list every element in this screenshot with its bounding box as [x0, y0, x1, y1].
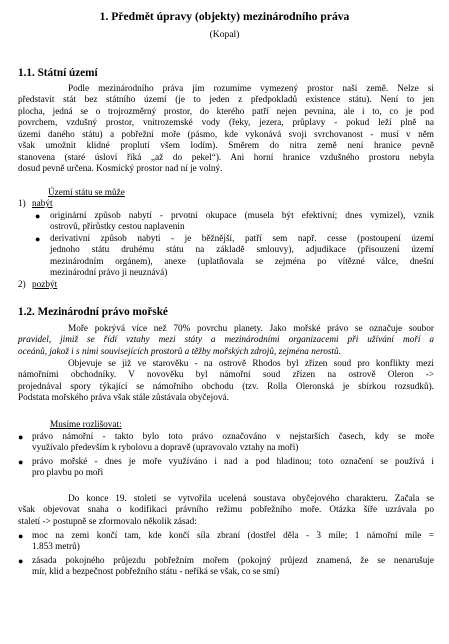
bullet-innocent-passage [32, 556, 434, 579]
list-item-acquire: nabýt [32, 199, 53, 209]
text-line: pro plavbu po moři [32, 468, 104, 479]
bullet-original-acquisition [50, 211, 434, 234]
text-line: však umožnit klidné proplutí všem lodím). Směrem do nitra země není hranice pevně [18, 141, 434, 152]
paragraph-state-territory [18, 84, 434, 176]
list-number-2: 2) [18, 280, 26, 290]
bullet-icon: ● [18, 531, 24, 541]
text-line: 1.853 metrů) [32, 542, 80, 553]
document-subtitle: (Kopal) [209, 29, 240, 40]
bullet-cannon-shot [32, 531, 434, 554]
text-line: plocha, jedná se o trojrozměrný prostor, do kterého patří nejen pevnina, ale i to, co je pod [18, 106, 434, 117]
text-line: oceánů, jakož i s nimi souvisejících prostorů a těžby mořských zdrojů, zejména nerostů. [18, 346, 341, 357]
text-line: pravidel, jimiž se řídí vztahy mezi státy a mezinárodními organizacemi při užívání moří a [18, 335, 434, 346]
text-line: představit stát bez státního území (je to jeden z předpokladů existence státu). Není to jen [18, 95, 434, 106]
section-heading-state-territory: 1.1. Státní území [18, 67, 98, 79]
text-line: mezinárodním orgánem), anexe (uplatňovala se zejména po vítězné válce, dnešní [50, 256, 434, 267]
section-heading-law-of-sea: 1.2. Mezinárodní právo mořské [18, 306, 168, 318]
text-line: mezinárodní právo ji neuznává) [50, 268, 168, 279]
text-line: projednával spory týkající se námořního obchodu (tzv. Rolla Oleronská je sbírkou rozsudků). [18, 381, 434, 392]
paragraph-sea-history [18, 359, 434, 405]
bullet-icon: ● [35, 234, 41, 244]
bullet-icon: ● [18, 432, 24, 442]
distinguish-title: Musíme rozlišovat: [50, 420, 122, 430]
text-line: stanovena (staré úsloví říká „až do pekel“). Ani horní hranice vzdušného prostoru nebyla [18, 152, 434, 163]
text-line: mír, klid a bezpečnost pobřežního státu - neříká se však, co se smí) [32, 567, 280, 578]
document-title: 1. Předmět úpravy (objekty) mezinárodního práva [99, 10, 350, 23]
paragraph-sea-intro [18, 324, 434, 358]
bullet-sea-law [32, 457, 434, 480]
text-line: staletí -> postupně se zformovalo několik zásad: [18, 516, 197, 527]
bullet-icon: ● [18, 556, 24, 566]
bullet-derivative-acquisition [50, 234, 434, 280]
text-line: derivativní způsob nabytí - je běžnější, patří sem např. cesse (postoupení území [50, 234, 434, 244]
text-line: Podstata mořského práva však stále zůstávala obyčejová. [18, 393, 229, 404]
text-line: Moře pokrývá více než 70% povrchu planety. Jako mořské právo se označuje soubor [68, 324, 434, 334]
bullet-maritime-law [32, 432, 434, 455]
bullet-icon: ● [35, 211, 41, 221]
list-number-1: 1) [18, 199, 26, 209]
text-line: povrchem, vzdušný prostor, vnitrozemské vody (řeky, jezera, průplavy - pokud leží plně na [18, 118, 434, 129]
bullet-icon: ● [18, 457, 24, 467]
text-line: Podle mezinárodního práva jím rozumíme vymezený prostor naší země. Nelze si [68, 84, 434, 94]
text-line: Do konce 19. století se vytvořila ucelená soustava obyčejového charakteru. Začala se [68, 494, 434, 504]
text-line: Objevuje se již ve starověku - na ostrově Rhodos byl zřízen soud pro konflikty mezi [68, 359, 434, 369]
text-line: ostrovů, přírůstky cestou naplavenin [50, 222, 185, 233]
text-line: dosud pevně určena. Kosmický prostor nad ní je volný. [18, 164, 223, 175]
text-line: originární způsob nabytí - prvotní okupace (musela být efektivní; dnes vymizel), vznik [50, 211, 434, 221]
text-line: však objevovat snaha o kodifikaci právního režimu pobřežního moře. Otázka šíře uzrávala po [18, 505, 434, 516]
territory-ways-title: Území státu se může [48, 188, 125, 198]
list-item-lose: pozbýt [32, 280, 58, 290]
text-line: právo námořní - takto bylo toto právo označováno v nejstarších časech, kdy se moře [32, 432, 434, 442]
text-line: námořními obchodníky. V novověku byl námořní soud zřízen na ostrově Oleron -> [18, 370, 434, 381]
text-line: moc na zemi končí tam, kde končí síla zbraní (dostřel děla - 3 míle; 1 námořní míle = [32, 531, 434, 541]
text-line: jednoho státu druhému státu na základě smlouvy), adjudikace (přisouzení území [50, 245, 434, 256]
paragraph-codification [18, 494, 434, 528]
text-line: využívalo především k rybolovu a dopravě (upravovalo vztahy na moři) [32, 443, 299, 454]
text-line: území daného státu) a pobřežní moře (pásmo, kde vykonává svoji svrchovanost - musí v něm [18, 129, 434, 140]
text-line: právo mořské - dnes je moře využíváno i nad a pod hladinou; toto označení se používá i [32, 457, 434, 467]
text-line: zásada pokojného průjezdu pobřežním mořem (pokojný průjezd znamená, že se nenarušuje [32, 556, 434, 566]
